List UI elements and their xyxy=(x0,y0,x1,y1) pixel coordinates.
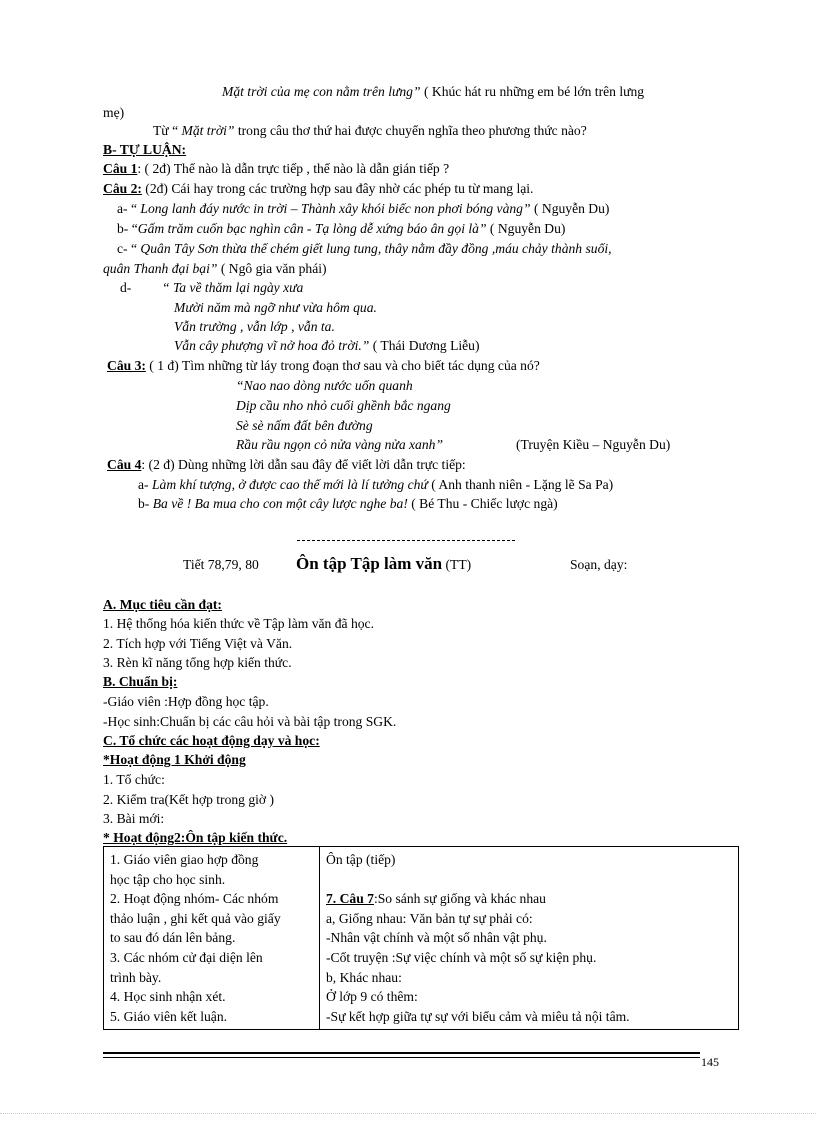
section-b-heading xyxy=(103,141,186,159)
c-pre: c- “ xyxy=(117,241,141,256)
table-right-line: b, Khác nhau: xyxy=(326,969,402,985)
table-right-line: -Cốt truyện :Sự việc chính và một số sự kiện phụ. xyxy=(326,949,597,965)
cau-2-label: Câu 2: xyxy=(103,181,142,196)
poem-d-3: Vẫn trường , vẫn lớp , vẫn ta. xyxy=(174,319,335,334)
quote-source: ( Khúc hát ru những em bé lớn trên lưng xyxy=(420,84,645,99)
cau-4-text: : (2 đ) Dùng những lời dẫn sau đây để viết lời dẫn trực tiếp: xyxy=(141,457,466,472)
table-left-line: to sau đó dán lên bảng. xyxy=(110,930,236,946)
part-c-item: 1. Tổ chức: xyxy=(103,772,165,787)
q4a-post: ( Anh thanh niên - Lặng lẽ Sa Pa) xyxy=(427,477,614,492)
cau-2-a xyxy=(117,200,609,218)
teacher-activities-cell xyxy=(104,847,320,1030)
footer-rule xyxy=(103,1052,700,1054)
lesson-title-suffix: (TT) xyxy=(442,557,472,572)
table-left-line: 3. Các nhóm cử đại diện lên xyxy=(110,949,263,965)
footer-rule-thin xyxy=(103,1057,700,1058)
part-a-heading xyxy=(103,596,222,614)
part-a-item: 3. Rèn kĩ năng tổng hợp kiến thức. xyxy=(103,655,292,670)
cau-2-text: (2đ) Cái hay trong các trường hợp sau đây nhờ các phép tu từ mang lại. xyxy=(141,181,534,196)
part-a-item: 1. Hệ thống hóa kiến thức về Tập làm văn đã học. xyxy=(103,616,374,631)
poem-3-source: (Truyện Kiều – Nguyễn Du) xyxy=(516,437,671,452)
poem-3-4: Rầu rầu ngọn cỏ nửa vàng nửa xanh” xyxy=(236,437,444,452)
activity-1-heading xyxy=(103,751,246,769)
poem-d-1: “ Ta về thăm lại ngày xưa xyxy=(162,280,304,295)
part-c-item: 2. Kiểm tra(Kết hợp trong giờ ) xyxy=(103,792,275,807)
part-b-heading-text: B. Chuẩn bị: xyxy=(103,674,178,689)
table-cau-7-text: :So sánh sự giống và khác nhau xyxy=(373,891,546,907)
quote-italic: Mặt trời của mẹ con nằm trên lưng” xyxy=(222,84,421,99)
cau-4-b xyxy=(138,495,558,513)
cau-4-label: Câu 4 xyxy=(107,457,142,472)
table-left-line: 1. Giáo viên giao hợp đồng xyxy=(110,852,259,867)
table-right-line: -Nhân vật chính và một số nhân vật phụ. xyxy=(326,930,547,946)
d4-italic: Vẫn cây phượng vĩ nở hoa đỏ trời.” xyxy=(174,338,370,353)
a-pre: a- “ xyxy=(117,201,141,216)
c2-italic: quân Thanh đại bại” xyxy=(103,261,218,276)
lesson-title xyxy=(296,553,471,576)
lesson-title-text: Ôn tập Tập làm văn xyxy=(296,554,443,573)
cau-2-b xyxy=(117,220,565,238)
part-c-item: 3. Bài mới: xyxy=(103,811,165,826)
table-row xyxy=(104,847,739,1030)
cau-1-label: Câu 1 xyxy=(103,161,138,176)
page-number: 145 xyxy=(701,1055,719,1069)
table-right-title: Ôn tập (tiếp) xyxy=(326,852,396,867)
activity-2-heading-text: * Hoạt động2:Ôn tập kiến thức. xyxy=(103,830,288,845)
q4a-italic: Làm khí tượng, ở được cao thế mới là lí tưởng chứ xyxy=(151,477,428,492)
poem-d-2: Mười năm mà ngỡ như vừa hôm qua. xyxy=(174,300,377,315)
c2-post: ( Ngô gia văn phái) xyxy=(217,261,327,276)
table-right-line: a, Giống nhau: Văn bản tự sự phải có: xyxy=(326,910,533,926)
cau-2-d-label: d- xyxy=(120,280,132,295)
cau-2-c-cont xyxy=(103,260,327,278)
q-italic: Mặt trời” xyxy=(181,123,235,138)
table-left-line: học tập cho học sinh. xyxy=(110,871,226,887)
c-italic: Quân Tây Sơn thừa thế chém giết lung tung, thây nằm đầy đồng ,máu chảy thành suối, xyxy=(140,241,612,256)
cau-2-c xyxy=(117,240,612,258)
poem-3-1: “Nao nao dòng nước uốn quanh xyxy=(236,378,413,393)
table-cau-7-label: 7. Câu 7 xyxy=(326,891,374,907)
table-left-line: 2. Hoạt động nhóm- Các nhóm xyxy=(110,891,279,907)
part-b-item: -Giáo viên :Hợp đồng học tập. xyxy=(103,694,269,709)
table-right-line: Ở lớp 9 có thêm: xyxy=(326,989,418,1005)
table-right-line: -Sự kết hợp giữa tự sự với biểu cảm và miêu tả nội tâm. xyxy=(326,1008,630,1024)
table-left-line: trình bày. xyxy=(110,969,162,985)
d4-post: ( Thái Dương Liễu) xyxy=(369,338,480,353)
quote-line-2: mẹ) xyxy=(103,105,125,120)
part-a-item: 2. Tích hợp với Tiếng Việt và Văn. xyxy=(103,636,293,651)
lesson-tiet: Tiết 78,79, 80 xyxy=(183,557,259,572)
question-mat-troi xyxy=(153,122,587,140)
q4b-post: ( Bé Thu - Chiếc lược ngà) xyxy=(407,496,558,511)
lesson-soan: Soạn, dạy: xyxy=(570,557,628,572)
a-post: ( Nguyễn Du) xyxy=(530,201,610,216)
b-pre: b- “ xyxy=(117,221,138,236)
table-left-line: thảo luận , ghi kết quả vào giấy xyxy=(110,910,281,926)
b-post: ( Nguyễn Du) xyxy=(486,221,566,236)
poem-d-4 xyxy=(174,337,480,355)
cau-1 xyxy=(103,160,449,178)
cau-3-label: Câu 3: xyxy=(107,358,146,373)
cau-1-text: : ( 2đ) Thế nào là dẫn trực tiếp , thế nào là dẫn gián tiếp ? xyxy=(137,161,450,176)
poem-3-3: Sè sè nấm đất bên đường xyxy=(236,418,373,433)
section-separator xyxy=(297,540,515,541)
cau-2 xyxy=(103,180,533,198)
activity-2-heading xyxy=(103,829,287,847)
q-pre: Từ “ xyxy=(153,123,182,138)
content-cell xyxy=(320,847,739,1030)
activity-1-heading-text: *Hoạt động 1 Khởi động xyxy=(103,752,246,767)
q4b-pre: b- xyxy=(138,496,153,511)
part-c-heading-text: C. Tổ chức các hoạt động dạy và học: xyxy=(103,733,320,748)
table-right-gap xyxy=(326,870,732,890)
part-c-heading xyxy=(103,732,320,750)
cau-3 xyxy=(107,357,540,375)
section-b-heading-text: B- TỰ LUẬN: xyxy=(103,142,187,157)
cau-4-a xyxy=(138,476,613,494)
a-italic: Long lanh đáy nước in trời – Thành xây khói biếc non phơi bóng vàng” xyxy=(140,201,531,216)
table-right-cau xyxy=(326,889,732,909)
q4b-italic: Ba về ! Ba mua cho con một cây lược nghe ba! xyxy=(152,496,408,511)
b-italic: Gấm trăm cuốn bạc nghìn cân - Tạ lòng dễ xứng báo ân gọi là” xyxy=(137,221,487,236)
q-post: trong câu thơ thứ hai được chuyển nghĩa theo phương thức nào? xyxy=(234,123,587,138)
poem-3-2: Dịp cầu nho nhỏ cuối ghềnh bắc ngang xyxy=(236,398,451,413)
table-left-line: 5. Giáo viên kết luận. xyxy=(110,1008,228,1024)
part-a-heading-text: A. Mục tiêu cần đạt: xyxy=(103,597,222,612)
page-bottom-edge xyxy=(0,1113,816,1114)
part-b-heading xyxy=(103,673,177,691)
cau-4 xyxy=(107,456,466,474)
part-b-item: -Học sinh:Chuẩn bị các câu hỏi và bài tập trong SGK. xyxy=(103,714,397,729)
q4a-pre: a- xyxy=(138,477,152,492)
activity-table xyxy=(103,846,739,1030)
quote-line-1 xyxy=(222,83,644,101)
cau-3-text: ( 1 đ) Tìm những từ láy trong đoạn thơ sau và cho biết tác dụng của nó? xyxy=(145,358,540,373)
table-left-line: 4. Học sinh nhận xét. xyxy=(110,989,226,1005)
